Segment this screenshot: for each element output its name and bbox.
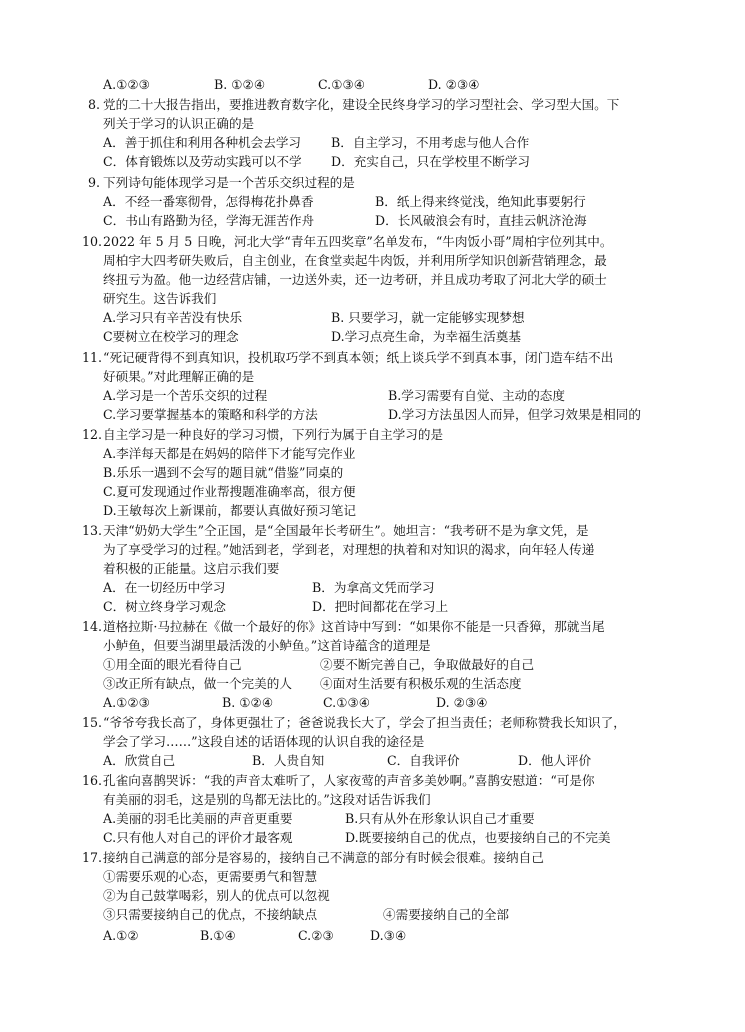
option-a: A.①②③ <box>103 77 150 92</box>
question-stem-line: 列关于学习的认识正确的是 <box>103 116 255 131</box>
option-b: B. 只要学习，就一定能够实现梦想 <box>331 310 525 325</box>
question-stem-line: 小鲈鱼，但要当湖里最活泼的小鲈鱼。”这首诗蕴含的道理是 <box>103 638 431 653</box>
statement-1: ①用全面的眼光看待自己 <box>103 657 242 672</box>
option-c: C.学习要掌握基本的策略和科学的方法 <box>103 407 318 422</box>
question-stem-line: 接纳自己满意的部分是容易的，接纳自己不满意的部分有时候会很难。接纳自己 <box>103 850 544 865</box>
option-b: B．为拿高文凭而学习 <box>312 580 435 595</box>
option-b: B．自主学习，不用考虑与他人合作 <box>331 135 530 150</box>
statement-3: ③只需要接纳自己的优点，不接纳缺点 <box>103 907 318 922</box>
option-c: C.②③ <box>298 928 334 943</box>
option-d: D.③④ <box>370 928 407 943</box>
question-stem-line: 好硕果。”对此理解正确的是 <box>103 369 255 384</box>
question-stem-line: 天津“奶奶大学生”仝正国，是“全国最年长考研生”。她坦言：“我考研不是为拿文凭，是 <box>103 523 589 538</box>
statement-2: ②为自己鼓掌喝彩，别人的优点可以忽视 <box>103 888 330 903</box>
option-d: D.学习方法虽因人而异，但学习效果是相同的 <box>388 407 641 422</box>
option-d: D. ②③④ <box>428 77 480 92</box>
option-c: C．体育锻炼以及劳动实践可以不学 <box>103 154 302 169</box>
option-d: D.既要接纳自己的优点，也要接纳自己的不完美 <box>345 830 611 845</box>
option-a: A．不经一番寒彻骨，怎得梅花扑鼻香 <box>103 194 314 209</box>
option-a: A.李洋每天都是在妈妈的陪伴下才能写完作业 <box>103 446 356 461</box>
option-b: B. ①②④ <box>222 695 274 710</box>
option-d: D.学习点亮生命，为幸福生活奠基 <box>331 329 521 344</box>
option-c: C.①③④ <box>318 77 366 92</box>
statement-3: ③改正所有缺点，做一个完美的人 <box>103 676 292 691</box>
question-number: 17. <box>82 850 103 865</box>
option-c: C．书山有路勤为径，学海无涯苦作舟 <box>103 213 315 228</box>
option-b: B.乐乐一遇到不会写的题目就“借鉴”同桌的 <box>103 465 344 480</box>
question-number: 9. <box>88 175 101 190</box>
option-c: C.夏可发现通过作业帮搜题准确率高，很方便 <box>103 484 356 499</box>
option-b: B．纸上得来终觉浅，绝知此事要躬行 <box>375 194 586 209</box>
question-number: 16. <box>82 773 103 788</box>
question-stem-line: 终扭亏为盈。他一边经营店铺，一边送外卖，还一边考研，并且成功考取了河北大学的硕士 <box>103 272 607 287</box>
option-d: D．长风破浪会有时，直挂云帆济沧海 <box>375 213 587 228</box>
question-number: 11. <box>82 350 103 365</box>
option-c: C．自我评价 <box>387 753 460 768</box>
option-d: D．充实自己，只在学校里不断学习 <box>331 154 531 169</box>
question-number: 8. <box>88 97 101 112</box>
question-stem-line: 周柏宇大四考研失败后，自主创业，在食堂卖起牛肉饭，并利用所学知识创新营销理念，最 <box>103 253 607 268</box>
option-d: D. ②③④ <box>436 695 488 710</box>
option-b: B.①④ <box>200 928 236 943</box>
option-c: C要树立在校学习的理念 <box>103 329 239 344</box>
question-stem-line: 为了享受学习的过程。”她活到老，学到老，对理想的执着和对知识的渴求，向年轻人传递 <box>103 542 595 557</box>
question-stem-line: 党的二十大报告指出，要推进教育数字化，建设全民终身学习的学习型社会、学习型大国。下 <box>103 97 620 112</box>
question-stem-line: 有美丽的羽毛，这是别的鸟都无法比的。”这段对话告诉我们 <box>103 792 431 807</box>
option-c: C.①③④ <box>323 695 371 710</box>
question-stem-line: 道格拉斯·马拉赫在《做一个最好的你》这首诗中写到：“如果你不能是一只香獐，那就当尾 <box>103 619 605 634</box>
question-stem-line: 孔雀向喜鹊哭诉：“我的声音太难听了，人家夜莺的声音多美妙啊。”喜鹊安慰道：“可是你 <box>103 773 595 788</box>
option-a: A.美丽的羽毛比美丽的声音更重要 <box>103 811 293 826</box>
question-stem-line: 自主学习是一种良好的学习习惯，下列行为属于自主学习的是 <box>103 427 444 442</box>
question-stem-line: 2022 年 5 月 5 日晚，河北大学“青年五四奖章”名单发布，“牛肉饭小哥”周柏宇位列其中。 <box>103 234 613 249</box>
question-stem-line: “死记硬背得不到真知识，投机取巧学不到真本领；纸上谈兵学不到真本事，闭门造车结不出 <box>103 350 614 365</box>
option-c: C．树立终身学习观念 <box>103 599 226 614</box>
question-number: 10. <box>82 234 103 249</box>
statement-4: ④需要接纳自己的全部 <box>383 907 509 922</box>
statement-1: ①需要乐观的心态，更需要勇气和智慧 <box>103 869 318 884</box>
option-a: A．欣赏自己 <box>103 753 176 768</box>
question-stem-line: 下列诗句能体现学习是一个苦乐交织过程的是 <box>103 175 355 190</box>
option-b: B.只有从外在形象认识自己才重要 <box>345 811 535 826</box>
option-b: B. ①②④ <box>214 77 266 92</box>
question-stem-line: “爷爷夸我长高了，身体更强壮了；爸爸说我长大了，学会了担当责任；老师称赞我长知识了， <box>103 715 626 730</box>
statement-4: ④面对生活要有积极乐观的生活态度 <box>320 676 522 691</box>
question-number: 15. <box>82 715 103 730</box>
option-a: A.①② <box>103 928 139 943</box>
option-a: A.学习只有辛苦没有快乐 <box>103 310 243 325</box>
statement-2: ②要不断完善自己，争取做最好的自己 <box>320 657 535 672</box>
question-stem-line: 着积极的正能量。这启示我们要 <box>103 561 280 576</box>
option-d: D．把时间都花在学习上 <box>312 599 449 614</box>
option-b: B．人贵自知 <box>252 753 325 768</box>
question-stem-line: 研究生。这告诉我们 <box>103 291 217 306</box>
option-d: D.王敏每次上新课前，都要认真做好预习笔记 <box>103 503 356 518</box>
option-b: B.学习需要有自觉、主动的态度 <box>388 388 565 403</box>
question-number: 14. <box>82 619 103 634</box>
option-a: A．在一切经历中学习 <box>103 580 226 595</box>
question-number: 13. <box>82 523 103 538</box>
option-a: A.学习是一个苦乐交织的过程 <box>103 388 268 403</box>
question-stem-line: 学会了学习……”这段自述的话语体现的认识自我的途径是 <box>103 734 425 749</box>
question-number: 12. <box>82 427 103 442</box>
option-c: C.只有他人对自己的评价才最客观 <box>103 830 293 845</box>
option-a: A．善于抓住和利用各种机会去学习 <box>103 135 302 150</box>
option-d: D．他人评价 <box>518 753 592 768</box>
option-a: A.①②③ <box>103 695 150 710</box>
